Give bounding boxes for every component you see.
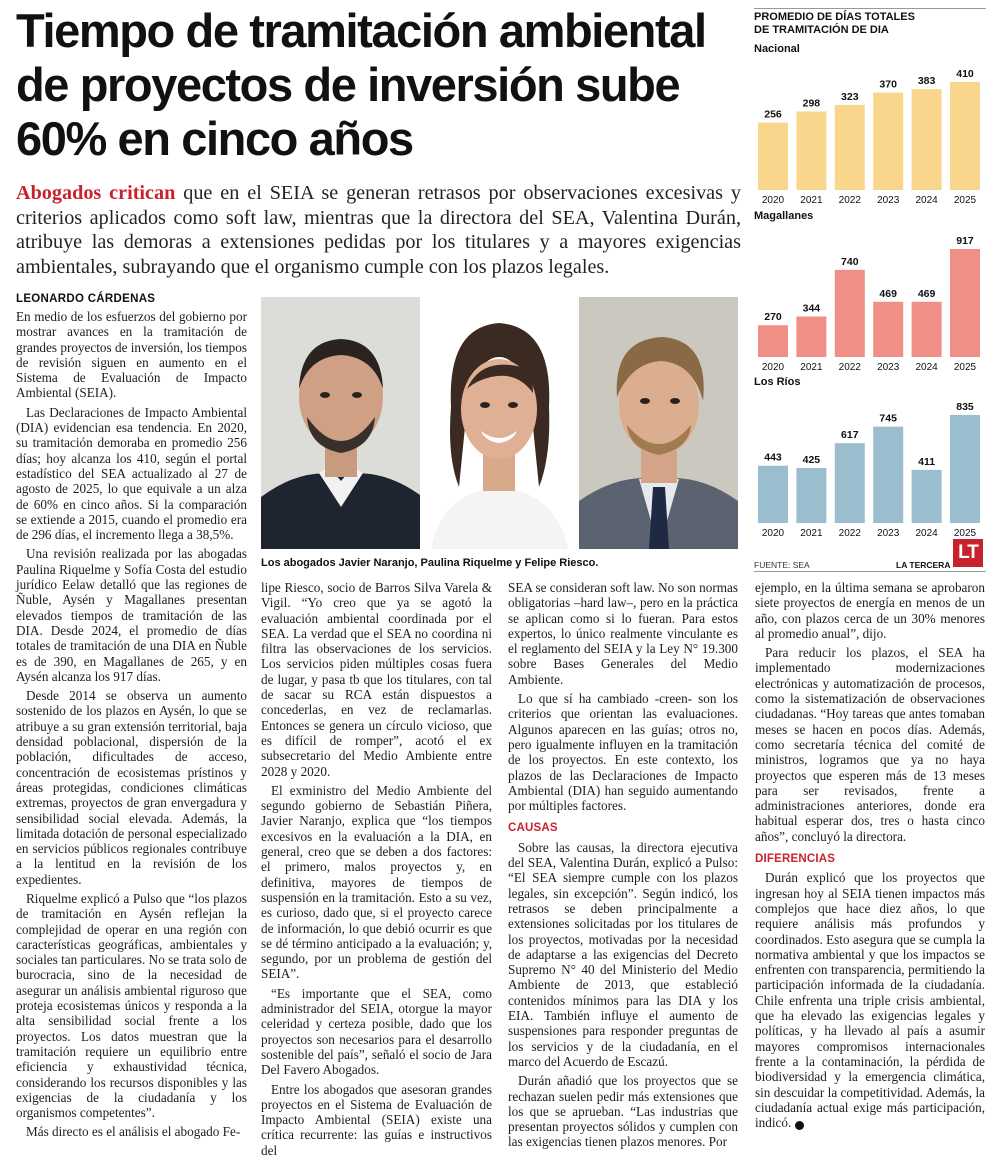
- bar-charts: [748, 40, 988, 539]
- paragraph: Riquelme explicó a Pulso que “los plazos de tramitación en Aysén reflejan la complejidad de operar en una región con características geográficas, ambientales y sociales tan particulares. No se trata solo de burocracia, sino de la necesidad de asegurar un análisis ambiental riguroso que proteja ecosistemas únicos y responda a la alta sensibilidad social frente a los proyectos. Los datos muestran que la tramitación requiere un equilibrio entre eficiencia y exhaustividad técnica, considerando los recursos disponibles y las exigencias de la ciudadanía y los organismos competentes”.: [16, 890, 247, 1121]
- bar-value-label: 443: [764, 451, 782, 464]
- paragraph: Desde 2014 se observa un aumento sostenido de los plazos en Aysén, lo que se atribuye a su gran extensión territorial, baja densidad poblacional, dispersión de la población, dificultades de acceso, concentración de ecosistemas prístinos y áreas protegidas, condiciones climáticas extremas, proyectos de gran envergadura y sensibilidad social elevada. Además, la limitada dotación de personal especializado en servicios públicos regionales contribuye a la lentitud en la revisión de los expedientes.: [16, 688, 247, 887]
- bar: [758, 123, 788, 190]
- paragraph: Para reducir los plazos, el SEA ha implementado modernizaciones electrónicas y automatización de procesos, como la sistematización de observaciones ciudadanas. “Hoy tareas que antes tomaban meses se hacen en pocos días. Además, como secretaría técnica del comité de ministros, logramos que ya no haya proyectos que esperen más de 13 meses para ser revisados, frente a administraciones anteriores, donde era habitual esperar dos, tres o hasta cinco años”, concluyó la directora.: [755, 645, 985, 844]
- chart-title: [754, 11, 915, 37]
- category-label: 2022: [838, 362, 861, 373]
- bar-value-label: 323: [841, 90, 859, 103]
- category-label: 2024: [915, 362, 938, 373]
- photo-javier-naranjo: [261, 297, 420, 549]
- paragraph: Más directo es el análisis el abogado Fe-: [26, 1124, 241, 1140]
- category-label: 2021: [800, 195, 823, 206]
- paragraph: ejemplo, en la última semana se aprobaron siete proyectos de energía en menos de un año, con plazos cerca de un 30% menores al promedio anual”, dijo.: [755, 580, 985, 641]
- bar-value-label: 745: [879, 412, 897, 425]
- bar: [912, 470, 942, 523]
- lead-text: que en el SEIA se generan retrasos por observaciones excesivas y criterios aplicados como soft law, mientras que la directora del SEA, Valentina Durán, atribuye las demoras a extensiones pedidas por los titulares y a mayores exigencias ambientales, subrayando que el organismo cumple con los plazos legales.: [16, 182, 741, 278]
- bar-value-label: 383: [917, 75, 936, 88]
- bar-value-label: 270: [764, 311, 782, 324]
- paragraph: Lo que sí ha cambiado -creen- son los criterios que orientan las evaluaciones. Algunos aparecen en las guías; otros no, pero igualmente influyen en la tramitación de los proyectos. En este contexto, los plazos de las Declaraciones de Impacto Ambiental (DIA) han seguido aumentando por múltiples factores.: [508, 691, 738, 814]
- bar-value-label: 917: [956, 235, 974, 247]
- category-label: 2022: [838, 528, 861, 539]
- category-label: 2024: [915, 195, 938, 206]
- chart-panel-title: Los Ríos: [754, 376, 801, 388]
- paragraph-text: Durán explicó que los proyectos que ingresan hoy al SEIA tienen impactos más complejos que hace diez años, lo que requiere análisis más profundos y coordinados. Esto asegura que se cumpla la normativa ambiental y que los impactos se enfrenten con transparencia, permitiendo la participación informada de la ciudadanía. Chile enfrenta una triple crisis ambiental, que ha elevado las exigencias legales y políticas, y ha llevado al país a asumir mayores compromisos internacionales frente a la contaminación, la pérdida de biodiversidad y la emergencia climática, sin descuidar la competitividad. Además, la ciudadanía actual exige más participación, indicó.: [755, 870, 985, 1131]
- paragraph: Entre los abogados que asesoran grandes proyectos en el Sistema de Evaluación de Impacto Ambiental (SEIA) existe una crítica recurrente: las guías e instructivos del: [261, 1081, 492, 1158]
- chart-sidebar: [748, 0, 988, 575]
- la-tercera-logo: LT: [953, 539, 983, 567]
- paragraph: El exministro del Medio Ambiente del segundo gobierno de Sebastián Piñera, Javier Naranjo, explica que “los tiempos excesivos en la evaluación a la DIA, en general, creo que se deben a dos factores: el primero, malos proyectos y, en definitiva, mayores de tiempos de suspensión en la tramitación. Esto a su vez, es curioso, dado que, si el proyecto carece de información, lo que debió ocurrir es que se dé término anticipado a la evaluación; y, segundo, por un problema de gestión del SEIA”.: [261, 782, 492, 982]
- bar: [873, 93, 903, 190]
- bar: [912, 89, 942, 190]
- chart-title-line: PROMEDIO DE DÍAS TOTALES: [754, 11, 915, 23]
- byline: LEONARDO CÁRDENAS: [16, 293, 156, 305]
- category-label: 2020: [761, 528, 785, 539]
- paragraph: “Es importante que el SEA, como administrador del SEIA, otorgue la mayor celeridad y certeza posible, dado que los proyectos son necesarios para el desarrollo sostenible del país”, señaló el socio de Jara Del Favero Abogados.: [261, 985, 492, 1078]
- bar: [758, 325, 788, 357]
- paragraph: [755, 870, 985, 1130]
- bar-value-label: 370: [879, 78, 897, 91]
- bar: [950, 82, 980, 190]
- category-label: 2021: [800, 528, 823, 539]
- paragraph: En medio de los esfuerzos del gobierno por mostrar avances en la tramitación de grandes proyectos de inversión, los tiempos de revisión siguen en aumento en el Sistema de Evaluación de Impacto Ambiental (SEIA).: [16, 309, 247, 401]
- lead-paragraph: [16, 181, 741, 279]
- category-label: 2025: [953, 195, 977, 206]
- lead-highlight: Abogados critican: [16, 182, 176, 204]
- bar-value-label: 256: [764, 108, 782, 121]
- paragraph: Una revisión realizada por las abogadas Paulina Riquelme y Sofía Costa del estudio jurídico Eelaw detalló que las regiones de Ñuble, Aysén y Magallanes presentan elevados tiempos de tramitación de las DIA. Desde 2024, el promedio de días totales de tramitación de una DIA en Ñuble es de 390, en Magallanes de 265, y en Aysén alcanza los 917 días.: [16, 546, 247, 684]
- article-column-3: [508, 580, 738, 1154]
- category-label: 2020: [761, 362, 785, 373]
- category-label: 2023: [877, 362, 900, 373]
- bar-value-label: 411: [918, 455, 936, 468]
- article-column-4: [755, 580, 985, 1134]
- bar-value-label: 344: [802, 302, 821, 315]
- bar: [796, 468, 826, 523]
- paragraph: lipe Riesco, socio de Barros Silva Varela & Vigil. “Yo creo que ya se agotó la evaluación ambiental coordinada por el SEA. La verdad que el SEA no coordina ni filtra las observaciones de los servicios. Los servicios piden múltiples cosas fuera de lugar, y pasa tb que los titulares, con tal de sacar su RCA están dispuestos a concederlas, en vez de reclamarlas. Entonces se genera un círculo vicioso, que es difícil de romper”, acotó el ex subsecretario del Medio Ambiente entre 2028 y 2020.: [261, 580, 492, 779]
- bar: [835, 443, 865, 523]
- sidebar-rule: [754, 8, 986, 9]
- bar: [758, 466, 788, 523]
- photo-felipe-riesco: [579, 297, 738, 549]
- category-label: 2020: [761, 195, 785, 206]
- bar-value-label: 410: [956, 68, 974, 80]
- bar: [873, 302, 903, 357]
- bar: [873, 427, 903, 523]
- category-label: 2023: [877, 195, 900, 206]
- photo-caption: Los abogados Javier Naranjo, Paulina Riquelme y Felipe Riesco.: [261, 557, 599, 569]
- category-label: 2022: [838, 195, 861, 206]
- bar: [950, 415, 980, 523]
- category-label: 2025: [953, 528, 977, 539]
- brand-name: LA TERCERA: [896, 560, 951, 570]
- sidebar-bottom-rule: [754, 571, 986, 572]
- bar-value-label: 469: [917, 287, 936, 300]
- bar: [835, 270, 865, 357]
- bar: [950, 249, 980, 357]
- paragraph: Durán añadió que los proyectos que se rechazan suelen pedir más extensiones que los que se aprueban. “Las industrias que presentan proyectos sólidos y cumplen con las exigencias tienen plazos menores. Por: [508, 1073, 738, 1150]
- headline: Tiempo de tramitación ambiental de proyectos de inversión sube 60% en cinco años: [16, 4, 706, 165]
- category-label: 2024: [915, 528, 938, 539]
- bar-value-label: 298: [802, 97, 821, 110]
- chart-panel-title: Magallanes: [754, 210, 814, 222]
- paragraph: Sobre las causas, la directora ejecutiva del SEA, Valentina Durán, explicó a Pulso: “El SEA siempre cumple con los plazos legales, sin excepción”. Según indicó, los retrasos se deben principalmente a extensiones solicitadas por los titulares de los proyectos, motivadas por la necesidad de adaptarse a las exigencias del Decreto Supremo N° 40 del Ministerio del Medio Ambiente de 2013, que estableció contenidos mínimos para las DIA y los EIA. También influye el aumento de suspensiones para responder preguntas de los servicios y de la ciudadanía, en el marco del Acuerdo de Escazú.: [508, 839, 738, 1069]
- bar-value-label: 617: [841, 429, 859, 442]
- bar-value-label: 740: [841, 255, 859, 268]
- chart-panel-title: Nacional: [754, 43, 800, 55]
- chart-title-line: DE TRAMITACIÓN DE DIA: [754, 24, 889, 36]
- bar: [796, 112, 826, 190]
- photo-paulina-riquelme: [421, 297, 578, 549]
- bar-value-label: 469: [879, 287, 897, 300]
- article-column-1: [16, 309, 247, 1144]
- bar-value-label: 425: [802, 454, 821, 467]
- paragraph: SEA se consideran soft law. No son normas obligatorias –hard law–, pero en la práctica se aplican como si lo fueran. Para estos expertos, lo único realmente vinculante es el reglamento del SEIA y la Ley N° 19.300 sobre Bases Generales del Medio Ambiente.: [508, 580, 738, 687]
- bar: [796, 316, 826, 357]
- bar-value-label: 835: [956, 401, 974, 413]
- category-label: 2025: [953, 362, 977, 373]
- bar: [912, 302, 942, 357]
- paragraph: Las Declaraciones de Impacto Ambiental (DIA) evidencian esa tendencia. En 2020, su tramitación demoraba en promedio 256 días; hoy alcanza los 410, según el portal estadístico del SEA actualizado al 27 de agosto de 2025, lo que equivale a un alza de 60% en cinco años. Si la comparación se extiende a 2015, cuando el promedio era de 296 días, el incremento llega a 38,5%.: [16, 404, 247, 543]
- subhead-diferencias: DIFERENCIAS: [755, 853, 836, 866]
- chart-source: FUENTE: SEA: [754, 560, 810, 570]
- end-mark-icon: P: [795, 1121, 804, 1130]
- bar: [835, 105, 865, 190]
- category-label: 2023: [877, 528, 900, 539]
- category-label: 2021: [800, 362, 823, 373]
- article-column-2: [261, 580, 492, 1162]
- subhead-causas: CAUSAS: [508, 822, 558, 835]
